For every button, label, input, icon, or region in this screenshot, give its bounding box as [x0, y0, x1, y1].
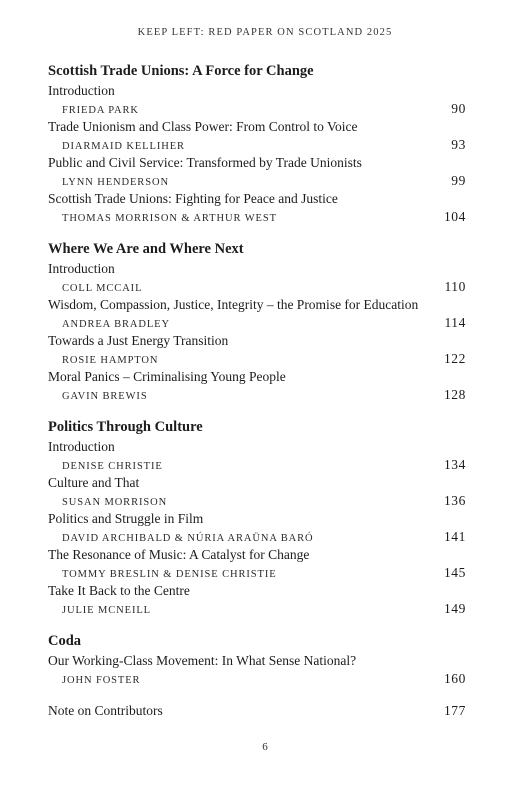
entry-page-number: 122 [443, 351, 466, 366]
section-title: Coda [48, 633, 82, 649]
toc-entry[interactable] [48, 368, 466, 404]
toc-section [48, 240, 466, 404]
entry-title: Culture and That [48, 475, 140, 490]
entry-author: LYNN HENDERSON [62, 177, 169, 188]
entry-author-row [48, 100, 466, 118]
entry-author-row [48, 386, 466, 404]
entry-author-row [48, 208, 466, 226]
entry-author-row [48, 492, 466, 510]
entry-author: COLL MCCAIL [62, 283, 143, 294]
entry-page-number: 141 [443, 529, 466, 544]
toc-entry[interactable] [48, 510, 466, 546]
toc-entry[interactable] [48, 296, 466, 332]
toc-section [48, 62, 466, 226]
section-title: Politics Through Culture [48, 419, 203, 435]
entry-title: Introduction [48, 261, 115, 276]
entry-title: Wisdom, Compassion, Justice, Integrity – the Promise for Education [48, 297, 419, 312]
entry-author: ANDREA BRADLEY [62, 319, 170, 330]
entry-author-row [48, 172, 466, 190]
entry-title: Public and Civil Service: Transformed by Trade Unionists [48, 155, 362, 170]
entry-page-number: 136 [443, 493, 466, 508]
entry-page-number: 104 [443, 209, 466, 224]
toc-entry-notes[interactable] [48, 702, 466, 720]
toc-entry[interactable] [48, 474, 466, 510]
entry-page-number: 145 [443, 565, 466, 580]
toc-entry[interactable] [48, 190, 466, 226]
entry-author: DAVID ARCHIBALD & NÚRIA ARAÜNA BARÓ [62, 533, 314, 544]
entry-page-number: 149 [443, 601, 466, 616]
entry-page-number: 114 [444, 315, 466, 330]
entry-title: The Resonance of Music: A Catalyst for Change [48, 547, 310, 562]
entry-author: DENISE CHRISTIE [62, 461, 163, 472]
entry-author: SUSAN MORRISON [62, 497, 168, 508]
entry-title: Introduction [48, 439, 115, 454]
toc-entry[interactable] [48, 332, 466, 368]
entry-page-number: 99 [451, 173, 466, 188]
entry-title: Introduction [48, 83, 115, 98]
entry-author-row [48, 456, 466, 474]
entry-title: Our Working-Class Movement: In What Sense National? [48, 653, 357, 668]
entry-author-row [48, 564, 466, 582]
entry-author-row [48, 350, 466, 368]
notes-title: Note on Contributors [48, 703, 163, 718]
entry-author-row [48, 314, 466, 332]
entry-title: Towards a Just Energy Transition [48, 333, 229, 348]
entry-author: FRIEDA PARK [62, 105, 139, 116]
entry-author: TOMMY BRESLIN & DENISE CHRISTIE [62, 569, 277, 580]
entry-title: Politics and Struggle in Film [48, 511, 204, 526]
toc-entry[interactable] [48, 438, 466, 474]
entry-page-number: 93 [451, 137, 466, 152]
toc-entry[interactable] [48, 546, 466, 582]
entry-title: Scottish Trade Unions: Fighting for Peace and Justice [48, 191, 338, 206]
entry-author-row [48, 278, 466, 296]
entry-author-row [48, 670, 466, 688]
entry-title: Trade Unionism and Class Power: From Control to Voice [48, 119, 358, 134]
page-number: 6 [262, 741, 268, 753]
section-title: Scottish Trade Unions: A Force for Change [48, 63, 314, 79]
entry-page-number: 134 [443, 457, 466, 472]
entry-author-row [48, 136, 466, 154]
toc-entry[interactable] [48, 652, 466, 688]
entry-page-number: 90 [451, 101, 466, 116]
toc-sections [48, 62, 466, 688]
entry-page-number: 128 [443, 387, 466, 402]
section-title: Where We Are and Where Next [48, 241, 244, 257]
notes-page-number: 177 [443, 703, 466, 718]
toc-entry[interactable] [48, 118, 466, 154]
toc-entry[interactable] [48, 260, 466, 296]
entry-page-number: 160 [443, 671, 466, 686]
entry-author: GAVIN BREWIS [62, 391, 148, 402]
toc-section [48, 418, 466, 618]
running-head: KEEP LEFT: RED PAPER ON SCOTLAND 2025 [137, 27, 393, 38]
entry-author: JOHN FOSTER [62, 675, 141, 686]
entry-author-row [48, 528, 466, 546]
entry-author: JULIE MCNEILL [62, 605, 151, 616]
toc-entry[interactable] [48, 582, 466, 618]
toc-entry[interactable] [48, 154, 466, 190]
entry-author-row [48, 600, 466, 618]
toc-entry[interactable] [48, 82, 466, 118]
table-of-contents [48, 62, 466, 720]
entry-page-number: 110 [444, 279, 466, 294]
entry-author: ROSIE HAMPTON [62, 355, 159, 366]
toc-section [48, 632, 466, 688]
entry-author: THOMAS MORRISON & ARTHUR WEST [62, 213, 277, 224]
entry-title: Take It Back to the Centre [48, 583, 190, 598]
entry-title: Moral Panics – Criminalising Young People [48, 369, 286, 384]
entry-author: DIARMAID KELLIHER [62, 141, 185, 152]
